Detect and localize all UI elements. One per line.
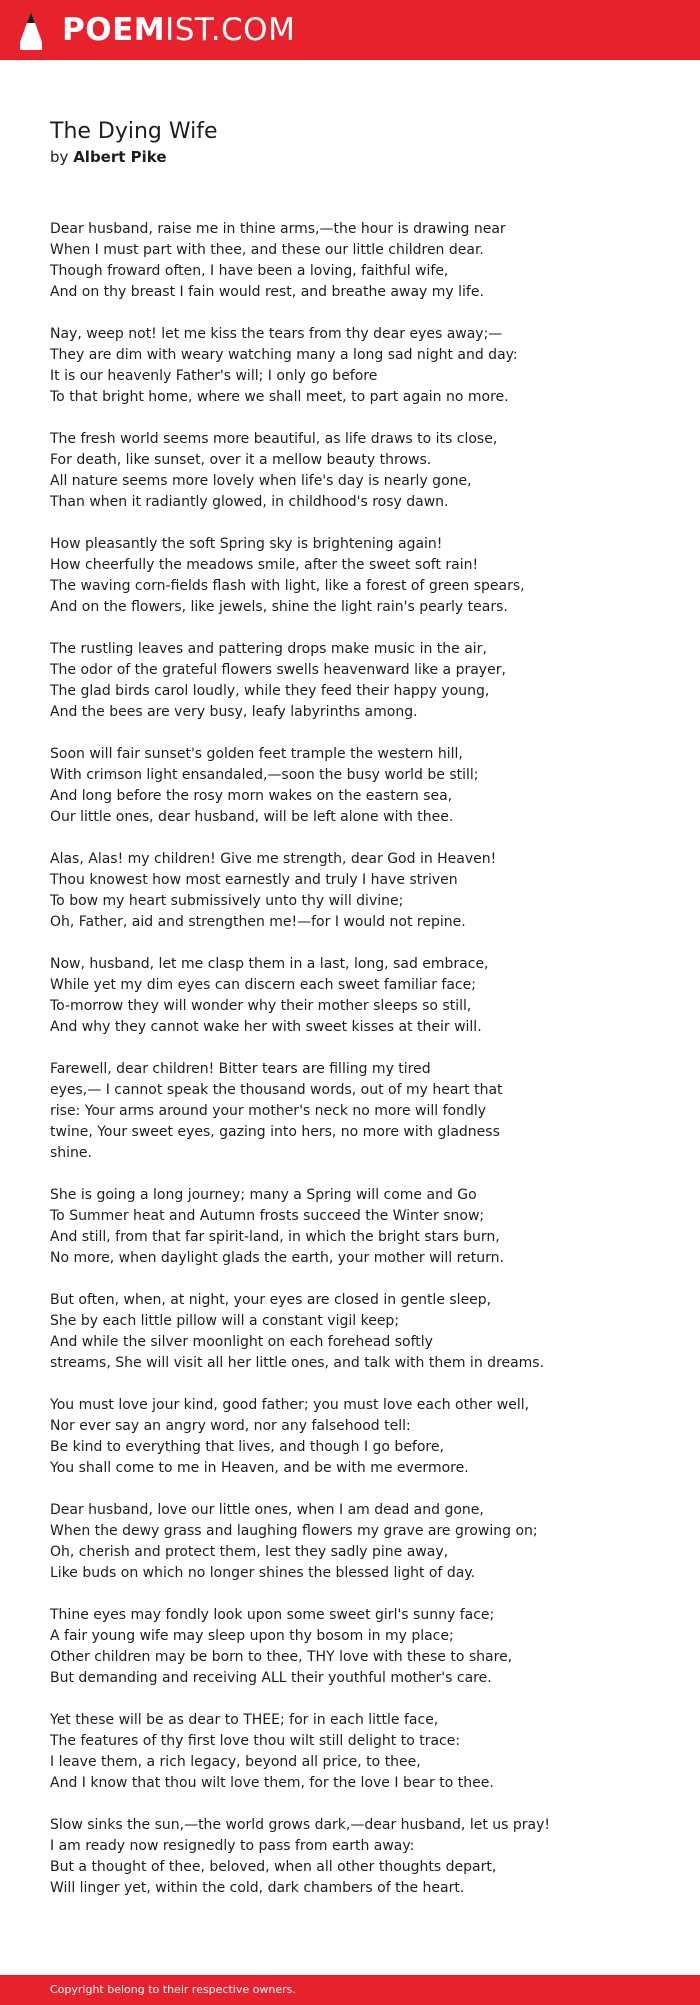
poem-line: How pleasantly the soft Spring sky is brightening again! xyxy=(50,536,443,552)
poem-line: When I must part with thee, and these our little children dear. xyxy=(50,242,484,258)
site-logo[interactable] xyxy=(62,11,295,49)
poem-line: Than when it radiantly glowed, in childhood's rosy dawn. xyxy=(50,494,449,510)
poem-line: They are dim with weary watching many a long sad night and day: xyxy=(50,347,518,363)
poem-line: She is going a long journey; many a Spring will come and Go xyxy=(50,1187,477,1203)
poem-line: rise: Your arms around your mother's neck no more will fondly xyxy=(50,1103,487,1119)
poem-line: Nay, weep not! let me kiss the tears from thy dear eyes away;— xyxy=(50,326,503,342)
poem-line: And long before the rosy morn wakes on the eastern sea, xyxy=(50,788,453,804)
poem-line: And the bees are very busy, leafy labyrinths among. xyxy=(50,704,418,720)
poem-line: And while the silver moonlight on each forehead softly xyxy=(50,1334,433,1350)
poem-line: Dear husband, love our little ones, when I am dead and gone, xyxy=(50,1502,484,1518)
poem-line: You shall come to me in Heaven, and be with me evermore. xyxy=(50,1460,469,1476)
logo-text-bold: POEM xyxy=(62,12,166,48)
poem-line: shine. xyxy=(50,1145,92,1161)
poem-line: You must love jour kind, good father; you must love each other well, xyxy=(50,1397,530,1413)
by-label: by xyxy=(50,148,69,166)
stanza xyxy=(50,744,650,828)
poem-line: Will linger yet, within the cold, dark chambers of the heart. xyxy=(50,1880,465,1896)
poem-body xyxy=(50,219,650,1920)
poem-line: Nor ever say an angry word, nor any falsehood tell: xyxy=(50,1418,411,1434)
poem-line: And I know that thou wilt love them, for the love I bear to thee. xyxy=(50,1775,494,1791)
pencil-tip-icon[interactable] xyxy=(18,12,44,50)
stanza xyxy=(50,1605,650,1689)
stanza xyxy=(50,219,650,303)
poem-line: Soon will fair sunset's golden feet trample the western hill, xyxy=(50,746,463,762)
stanza xyxy=(50,1500,650,1584)
poem-line: To Summer heat and Autumn frosts succeed the Winter snow; xyxy=(50,1208,485,1224)
poem-line: Yet these will be as dear to THEE; for in each little face, xyxy=(50,1712,439,1728)
poem-line: While yet my dim eyes can discern each sweet familiar face; xyxy=(50,977,476,993)
poem-line: Now, husband, let me clasp them in a last, long, sad embrace, xyxy=(50,956,489,972)
poem-title: The Dying Wife xyxy=(50,119,218,144)
poem-line: twine, Your sweet eyes, gazing into hers, no more with gladness xyxy=(50,1124,500,1140)
poem-line: The glad birds carol loudly, while they feed their happy young, xyxy=(50,683,490,699)
stanza xyxy=(50,1395,650,1479)
stanza xyxy=(50,429,650,513)
poem-line: And on the flowers, like jewels, shine the light rain's pearly tears. xyxy=(50,599,508,615)
poem-heading xyxy=(50,117,218,167)
poem-line: But often, when, at night, your eyes are closed in gentle sleep, xyxy=(50,1292,492,1308)
logo-text-rest: IST.COM xyxy=(165,12,296,48)
poem-line: To bow my heart submissively unto thy will divine; xyxy=(50,893,404,909)
poem-line: The waving corn-fields flash with light, like a forest of green spears, xyxy=(50,578,525,594)
poem-line: With crimson light ensandaled,—soon the busy world be still; xyxy=(50,767,479,783)
poem-line: The odor of the grateful flowers swells heavenward like a prayer, xyxy=(50,662,506,678)
stanza xyxy=(50,1290,650,1374)
poem-line: And still, from that far spirit-land, in which the bright stars burn, xyxy=(50,1229,500,1245)
poem-line: How cheerfully the meadows smile, after the sweet soft rain! xyxy=(50,557,479,573)
poem-line: Though froward often, I have been a loving, faithful wife, xyxy=(50,263,449,279)
site-footer xyxy=(0,1975,700,2005)
poem-line: And why they cannot wake her with sweet kisses at their will. xyxy=(50,1019,482,1035)
poem-line: To that bright home, where we shall meet, to part again no more. xyxy=(50,389,509,405)
poem-line: eyes,— I cannot speak the thousand words, out of my heart that xyxy=(50,1082,503,1098)
poem-line: Like buds on which no longer shines the blessed light of day. xyxy=(50,1565,476,1581)
poem-line: Alas, Alas! my children! Give me strength, dear God in Heaven! xyxy=(50,851,497,867)
poem-line: The rustling leaves and pattering drops make music in the air, xyxy=(50,641,487,657)
poem-line: And on thy breast I fain would rest, and breathe away my life. xyxy=(50,284,484,300)
poem-line: But a thought of thee, beloved, when all other thoughts depart, xyxy=(50,1859,497,1875)
poem-line: Be kind to everything that lives, and though I go before, xyxy=(50,1439,444,1455)
stanza xyxy=(50,1059,650,1164)
stanza xyxy=(50,639,650,723)
copyright-text: Copyright belong to their respective owners. xyxy=(50,1983,296,1996)
byline xyxy=(50,147,218,167)
stanza xyxy=(50,534,650,618)
poem-line: streams, She will visit all her little ones, and talk with them in dreams. xyxy=(50,1355,545,1371)
poem-line: Slow sinks the sun,—the world grows dark,—dear husband, let us pray! xyxy=(50,1817,550,1833)
stanza xyxy=(50,849,650,933)
poem-line: Oh, Father, aid and strengthen me!—for I would not repine. xyxy=(50,914,466,930)
poem-line: But demanding and receiving ALL their youthful mother's care. xyxy=(50,1670,492,1686)
poem-line: For death, like sunset, over it a mellow beauty throws. xyxy=(50,452,432,468)
stanza xyxy=(50,1185,650,1269)
poem-line: Dear husband, raise me in thine arms,—the hour is drawing near xyxy=(50,221,506,237)
poem-line: I am ready now resignedly to pass from earth away: xyxy=(50,1838,415,1854)
stanza xyxy=(50,324,650,408)
poem-line: Our little ones, dear husband, will be left alone with thee. xyxy=(50,809,454,825)
poem-line: Farewell, dear children! Bitter tears are filling my tired xyxy=(50,1061,431,1077)
poem-line: A fair young wife may sleep upon thy bosom in my place; xyxy=(50,1628,454,1644)
poem-line: To-morrow they will wonder why their mother sleeps so still, xyxy=(50,998,472,1014)
poem-line: Thou knowest how most earnestly and truly I have striven xyxy=(50,872,458,888)
stanza xyxy=(50,1815,650,1899)
poem-line: The fresh world seems more beautiful, as life draws to its close, xyxy=(50,431,498,447)
author-name: Albert Pike xyxy=(73,148,167,166)
poem-line: All nature seems more lovely when life's day is nearly gone, xyxy=(50,473,472,489)
poem-line: It is our heavenly Father's will; I only go before xyxy=(50,368,378,384)
poem-line: Thine eyes may fondly look upon some sweet girl's sunny face; xyxy=(50,1607,495,1623)
poem-line: She by each little pillow will a constant vigil keep; xyxy=(50,1313,400,1329)
poem-line: The features of thy first love thou wilt still delight to trace: xyxy=(50,1733,461,1749)
site-header xyxy=(0,0,700,60)
poem-line: When the dewy grass and laughing flowers my grave are growing on; xyxy=(50,1523,538,1539)
stanza xyxy=(50,954,650,1038)
poem-line: Other children may be born to thee, THY love with these to share, xyxy=(50,1649,513,1665)
poem-line: Oh, cherish and protect them, lest they sadly pine away, xyxy=(50,1544,449,1560)
poem-line: I leave them, a rich legacy, beyond all price, to thee, xyxy=(50,1754,421,1770)
poem-line: No more, when daylight glads the earth, your mother will return. xyxy=(50,1250,504,1266)
stanza xyxy=(50,1710,650,1794)
